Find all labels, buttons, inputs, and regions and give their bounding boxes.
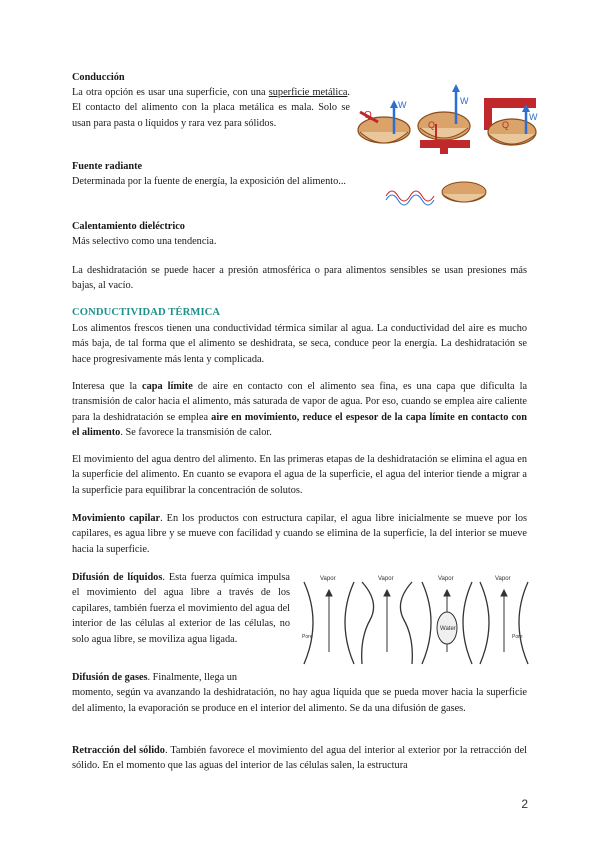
- p2-c: de aire en contacto con el alimento sea fina, es una capa que dificulta la transmisión de calor hacia el alimento, más saturada de vapor de agua. Por eso, cuando se emplea aire caliente para la deshidratación se emplea: [72, 381, 528, 423]
- dielectrico-block: [72, 219, 350, 249]
- superficie-metalica-link: superficie metálica: [268, 87, 348, 98]
- gases-title: Difusión de gases: [72, 672, 148, 683]
- capilar-block: [72, 511, 527, 557]
- food-slab-2: [418, 84, 470, 154]
- retraccion-text: . También favorece el movimiento del agua del interior al exterior por la retracción del sólido. En el momento que las aguas del interior de las células salen, la estructura: [72, 745, 527, 772]
- fig2-label-6: Pore: [512, 634, 523, 640]
- conduccion-block: [72, 70, 350, 131]
- liquidos-text: . Esta fuerza química impulsa el movimiento del agua libre a través de los capilares, también fuerza el movimiento del agua del interior de las células al exterior de las células, no solo agua libre, se moviliza agua ligada.: [72, 572, 290, 645]
- p3-text: El movimiento del agua dentro del alimento. En las primeras etapas de la deshidratación se elimina el agua en la superficie del alimento. En cuanto se evapora el agua de la superficie, el agua del interior tiende a migrar a la superficie para equilibrar la concentración de solutos.: [72, 454, 527, 496]
- fig1-label-3: Q: [428, 120, 436, 130]
- fuente-block: [72, 159, 350, 189]
- p2-block: [72, 379, 527, 441]
- food-slab-3: [484, 98, 538, 145]
- p1-text: Los alimentos frescos tienen una conductividad térmica similar al agua. La conductividad del aire es mucho más baja, de tal forma que el alimento se deshidrata, se seca, conduce peor la energía. La deshidratación se hace progresivamente más lenta y complicada.: [72, 323, 527, 365]
- conduccion-text-1: La otra opción es usar una superficie, con una: [72, 87, 269, 98]
- fig2-label-2: Vapor: [495, 576, 511, 582]
- fuente-text: Determinada por la fuente de energía, la exposición del alimento...: [72, 176, 347, 187]
- conduccion-title: Conducción: [72, 72, 125, 83]
- fuente-title: Fuente radiante: [72, 161, 143, 172]
- fig2-label-0: Vapor: [378, 576, 394, 582]
- pore-diffusion-figure: [300, 572, 530, 670]
- gases-text-2: momento, según va avanzando la deshidratación, no hay agua líquida que se pueda mover hacia la superficie del alimento, la evaporación se produce en el interior del alimento. Se da una difusión de gases.: [72, 687, 527, 714]
- section-title: CONDUCTIVIDAD TÉRMICA: [72, 307, 221, 318]
- dielectrico-text: Más selectivo como una tendencia.: [72, 236, 217, 247]
- radiant-panel: [386, 182, 486, 205]
- gases-text-1: . Finalmente, llega un: [147, 672, 238, 683]
- retraccion-block: [72, 743, 527, 774]
- p2-d: aire en movimiento, reduce el espesor de la capa límite en contacto con el alimento: [72, 411, 528, 439]
- fig2-label-3: Vapor: [320, 576, 336, 582]
- fig1-label-2: W: [460, 96, 469, 106]
- conduccion-text-2: . El contacto del alimento con la placa metálica es mala. Solo se usan para pasta o líquidos y rara vez para sólidos.: [72, 87, 350, 129]
- fig1-label-0: Q: [364, 110, 372, 121]
- fig1-label-4: W: [529, 112, 538, 122]
- capilar-title: Movimiento capilar: [72, 513, 161, 524]
- p3-block: [72, 452, 527, 498]
- heating-modes-figure: [356, 82, 540, 210]
- p1-block: [72, 321, 527, 367]
- presion-text: La deshidratación se puede hacer a presión atmosférica o para alimentos sensibles se usan presiones más bajas, al vacío.: [72, 265, 527, 292]
- food-slab-1: [358, 100, 410, 143]
- liquidos-block: [72, 570, 290, 647]
- fig1-label-5: Q: [502, 120, 510, 130]
- p2-b: capa límite: [142, 381, 193, 392]
- fig2-label-4: Water: [440, 626, 456, 632]
- p2-e: . Se favorece la transmisión de calor.: [120, 427, 272, 439]
- p2-a: Interesa que la: [72, 381, 142, 392]
- fig1-label-1: W: [398, 100, 407, 110]
- fig2-label-5: Pore: [302, 634, 313, 640]
- retraccion-title: Retracción del sólido: [72, 745, 165, 756]
- dielectrico-title: Calentamiento dieléctrico: [72, 221, 185, 232]
- liquidos-title: Difusión de líquidos: [72, 572, 163, 583]
- gases-block: [72, 670, 527, 716]
- presion-block: [72, 263, 527, 294]
- page-number: 2: [521, 797, 528, 811]
- capilar-text: . En los productos con estructura capilar, el agua libre inicialmente se mueve por los capilares, es agua libre y se mueve con facilidad y cuando se elimina de la superficie, la del interior se mueve hacia la superficie.: [72, 513, 527, 555]
- fig2-label-1: Vapor: [438, 576, 454, 582]
